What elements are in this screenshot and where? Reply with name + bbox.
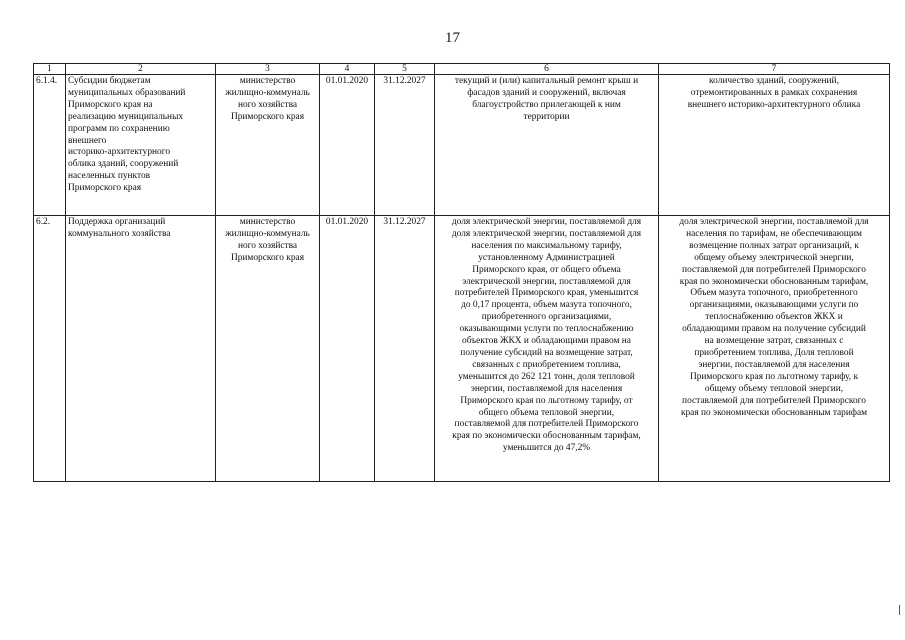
scan-edge-mark (899, 605, 900, 615)
page-number: 17 (445, 30, 460, 46)
indicator-cell: доля электрической энергии, поставляемой для населения по тарифам, не обеспечивающим возмещение полных затрат организаций, к общему объему электрической энергии, поставляемой для потребителей Приморского края по экономически обоснованным тарифам, Объем мазута топочного, приобретенного организациями, оказывающими услуги по теплоснабжению объектов ЖКХ и обладающими правом на получение субсидий на возмещение затрат, связанных с приобретением топлива, Доля тепловой энергии, поставляемой для населения Приморского края по льготному тарифу, к общему объему тепловой энергии, поставляемой для потребителей Приморского края по экономически обоснованным тарифам (659, 216, 890, 482)
start-date-cell: 01.01.2020 (320, 75, 375, 216)
executor-cell: министерство жилищно-коммуналь ного хозяйства Приморского края (216, 216, 320, 482)
start-date-cell: 01.01.2020 (320, 216, 375, 482)
column-header-6: 6 (435, 64, 659, 75)
measure-name-cell: Поддержка организаций коммунального хозяйства (66, 216, 216, 482)
measure-name-cell: Субсидии бюджетам муниципальных образований Приморского края на реализацию муниципальных программ по сохранению внешнего историко-архитектурного облика зданий, сооружений населенных пунктов Приморского края (66, 75, 216, 216)
result-cell: доля электрической энергии, поставляемой для доля электрической энергии, поставляемой для населения по максимальному тарифу, установленному Администрацией Приморского края, от общего объема электрической энергии, поставляемой для потребителей Приморского края, уменьшится до 0,17 процента, объем мазута топочного, приобретенного организациями, оказывающими услуги по теплоснабжению объектов ЖКХ и обладающими правом на получение субсидий на возмещение затрат, связанных с приобретением топлива, уменьшится до 262 121 тонн, доля тепловой энергии, поставляемой для населения Приморского края по льготному тарифу, от общего объема тепловой энергии, поставляемой для потребителей Приморского края по экономически обоснованным тарифам, уменьшится до 47,2% (435, 216, 659, 482)
table-row (34, 216, 890, 482)
table-row (34, 75, 890, 216)
column-header-3: 3 (216, 64, 320, 75)
measures-table (33, 63, 890, 482)
end-date-cell: 31.12.2027 (375, 75, 435, 216)
column-header-7: 7 (659, 64, 890, 75)
header-row (34, 64, 890, 75)
row-number-cell: 6.1.4. (34, 75, 66, 216)
executor-cell: министерство жилищно-коммуналь ного хозяйства Приморского края (216, 75, 320, 216)
column-header-1: 1 (34, 64, 66, 75)
end-date-cell: 31.12.2027 (375, 216, 435, 482)
column-header-5: 5 (375, 64, 435, 75)
column-header-4: 4 (320, 64, 375, 75)
column-header-2: 2 (66, 64, 216, 75)
row-number-cell: 6.2. (34, 216, 66, 482)
indicator-cell: количество зданий, сооружений, отремонтированных в рамках сохранения внешнего историко-архитектурного облика (659, 75, 890, 216)
result-cell: текущий и (или) капитальный ремонт крыш и фасадов зданий и сооружений, включая благоустройство прилегающей к ним территории (435, 75, 659, 216)
